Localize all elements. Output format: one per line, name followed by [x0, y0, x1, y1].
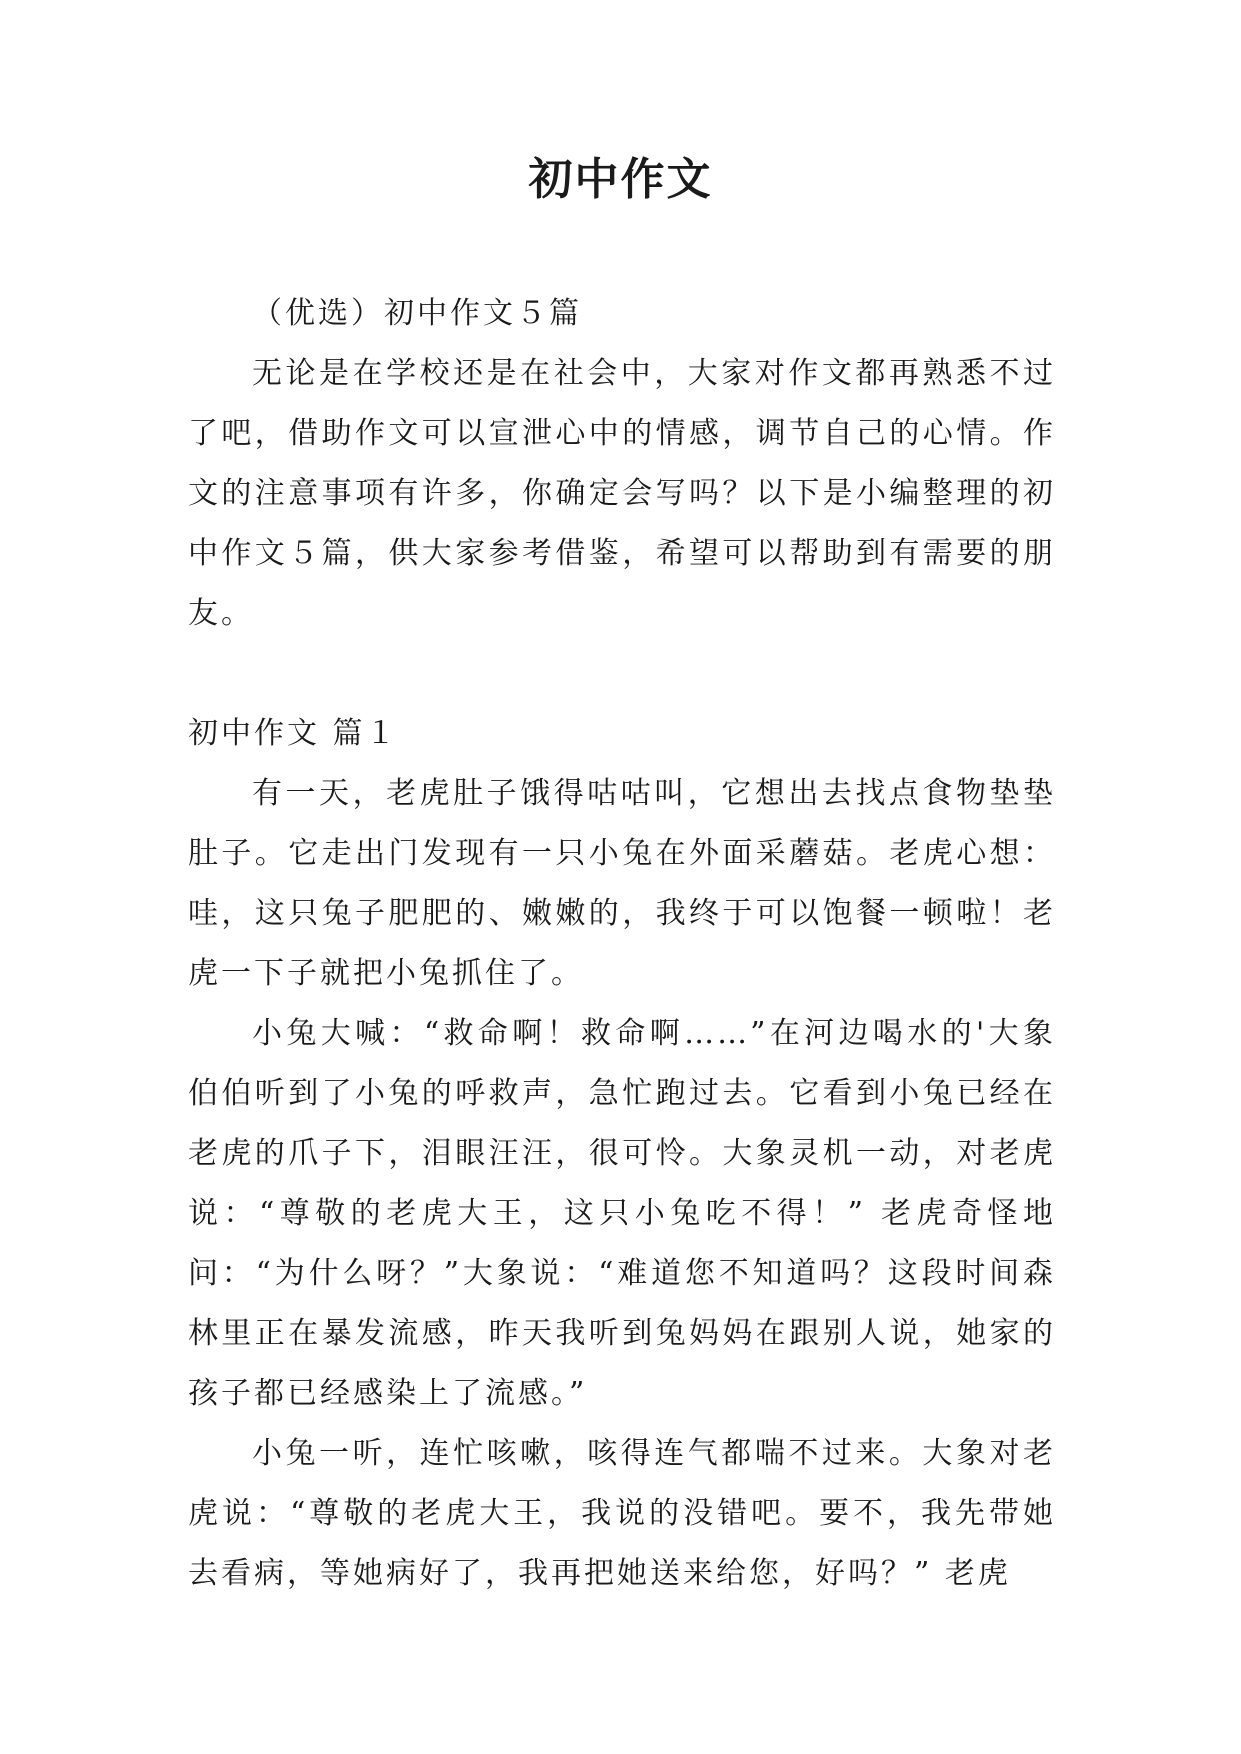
story-paragraph-1: 有一天，老虎肚子饿得咕咕叫，它想出去找点食物垫垫肚子。它走出门发现有一只小兔在外面采蘑菇。老虎心想：哇，这只兔子肥肥的、嫩嫩的，我终于可以饱餐一顿啦！老虎一下子就把小兔抓住了。: [188, 776, 1056, 991]
story-paragraph-2: 小兔大喊：“救命啊！救命啊……”在河边喝水的'大象伯伯听到了小兔的呼救声，急忙跑过去。它看到小兔已经在老虎的爪子下，泪眼汪汪，很可怜。大象灵机一动，对老虎说：“尊敬的老虎大王，这只小兔吃不得！” 老虎奇怪地问：“为什么呀？”大象说：“难道您不知道吗？这段时间森林里正在暴发流感，昨天我听到兔妈妈在跟别人说，她家的孩子都已经感染上了流感。”: [188, 1016, 1056, 1411]
document-body: [188, 284, 1056, 1604]
document-title: 初中作文: [528, 154, 713, 205]
intro-paragraph: 无论是在学校还是在社会中，大家对作文都再熟悉不过了吧，借助作文可以宣泄心中的情感，调节自己的心情。作文的注意事项有许多，你确定会写吗？以下是小编整理的初中作文５篇，供大家参考借鉴，希望可以帮助到有需要的朋友。: [188, 356, 1056, 631]
story-paragraph-3: 小兔一听，连忙咳嗽，咳得连气都喘不过来。大象对老虎说：“尊敬的老虎大王，我说的没错吧。要不，我先带她去看病，等她病好了，我再把她送来给您，好吗？” 老虎: [188, 1436, 1056, 1591]
section-heading: 初中作文 篇１: [188, 716, 399, 751]
subtitle-line: （优选）初中作文５篇: [252, 296, 582, 331]
